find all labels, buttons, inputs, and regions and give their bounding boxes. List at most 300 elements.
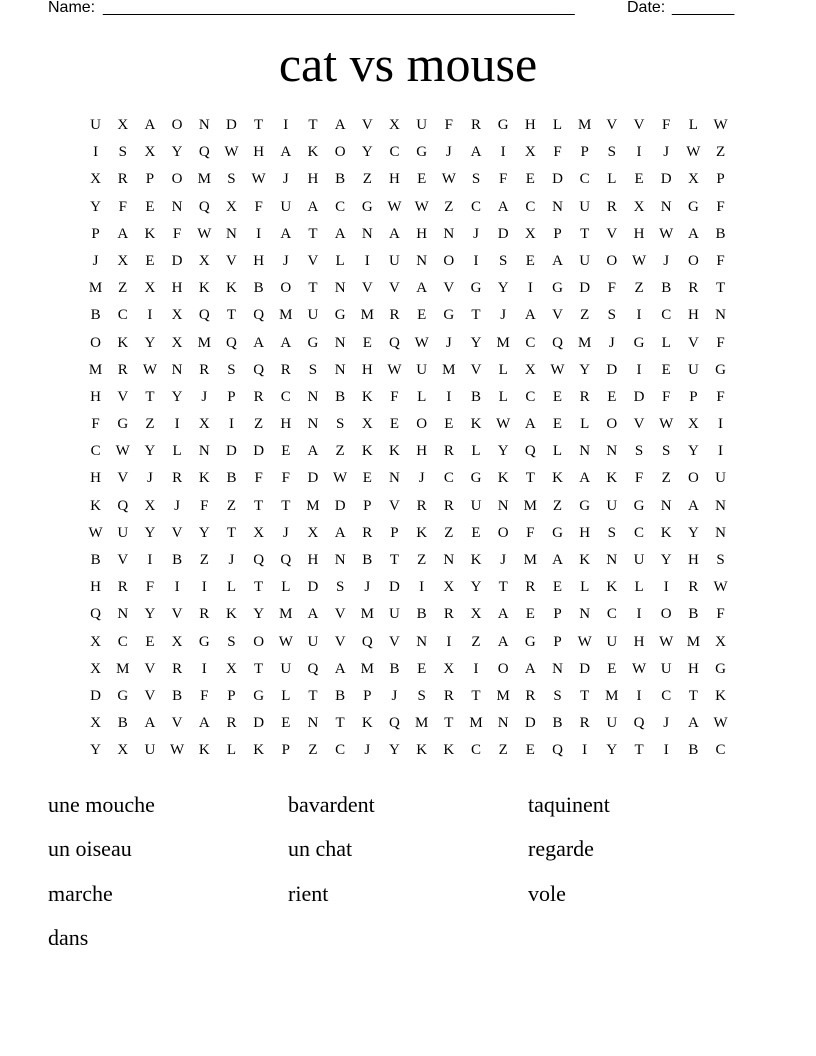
grid-letter: Q <box>524 443 536 460</box>
grid-letter: A <box>280 225 292 242</box>
grid-letter: K <box>389 443 400 460</box>
grid-letter: E <box>525 742 535 759</box>
grid-letter: H <box>687 552 699 568</box>
grid-letter: C <box>335 742 346 759</box>
grid-letter: H <box>687 307 699 324</box>
grid-letter: Z <box>199 552 209 568</box>
grid-letter: A <box>334 117 346 133</box>
grid-letter: G <box>443 307 455 324</box>
grid-letter: F <box>145 579 155 596</box>
grid-letter: X <box>198 252 210 269</box>
grid-letter: Z <box>444 524 454 541</box>
grid-letter: G <box>552 524 563 541</box>
grid-letter: Z <box>226 497 237 514</box>
grid-letter: K <box>606 579 618 596</box>
grid-row <box>82 497 734 524</box>
grid-letter: R <box>389 307 400 324</box>
grid-letter: X <box>524 361 536 378</box>
grid-letter: I <box>663 579 669 596</box>
grid-letter: V <box>171 606 183 623</box>
grid-letter: K <box>606 470 618 487</box>
grid-letter: U <box>307 307 319 324</box>
grid-letter: X <box>687 171 699 188</box>
grid-letter: L <box>580 579 590 596</box>
grid-letter: O <box>90 334 101 351</box>
grid-letter: I <box>636 361 642 378</box>
grid-letter: W <box>142 361 158 378</box>
grid-letter: E <box>389 416 400 433</box>
grid-letter: R <box>226 715 237 732</box>
word-list <box>48 783 768 961</box>
grid-letter: E <box>525 171 535 188</box>
grid-letter: E <box>281 715 291 732</box>
grid-letter: B <box>715 225 726 242</box>
grid-letter: J <box>445 144 452 161</box>
grid-letter: B <box>90 307 101 324</box>
grid-letter: V <box>117 470 129 487</box>
grid-letter: X <box>253 524 265 541</box>
grid-letter: I <box>473 660 479 677</box>
grid-letter: E <box>417 660 427 677</box>
grid-letter: L <box>688 117 698 133</box>
grid-letter: K <box>361 715 373 732</box>
grid-letter: A <box>198 715 210 732</box>
grid-letter: H <box>524 117 536 133</box>
grid-letter: V <box>633 117 645 133</box>
grid-letter: E <box>552 416 563 433</box>
grid-letter: Q <box>361 633 373 650</box>
grid-letter: B <box>389 660 400 677</box>
grid-letter: N <box>361 225 373 242</box>
grid-letter: I <box>636 606 642 623</box>
grid-letter: A <box>334 225 346 242</box>
grid-letter: D <box>226 443 237 460</box>
grid-letter: C <box>443 470 454 487</box>
grid-letter: I <box>174 579 180 596</box>
grid-letter: T <box>254 497 264 514</box>
grid-letter: T <box>580 687 590 704</box>
grid-letter: C <box>525 334 536 351</box>
grid-letter: H <box>253 144 265 161</box>
grid-letter: P <box>716 171 725 188</box>
grid-letter: O <box>497 660 509 677</box>
grid-letter: J <box>663 144 670 161</box>
grid-letter: R <box>362 524 373 541</box>
grid-letter: O <box>253 633 265 650</box>
grid-letter: M <box>279 606 293 623</box>
grid-letter: L <box>498 361 508 378</box>
grid-letter: P <box>227 388 236 405</box>
grid-letter: M <box>279 307 293 324</box>
grid-letter: E <box>552 579 563 596</box>
grid-letter: Z <box>362 171 372 188</box>
grid-letter: R <box>117 579 128 596</box>
grid-letter: K <box>416 524 428 541</box>
grid-letter: K <box>198 280 210 297</box>
grid-letter: I <box>256 225 262 242</box>
grid-letter: W <box>659 633 674 650</box>
grid-letter: G <box>633 497 645 514</box>
grid-row <box>82 170 734 197</box>
grid-letter: G <box>307 334 319 351</box>
grid-letter: T <box>254 579 264 596</box>
grid-letter: V <box>117 388 129 405</box>
grid-letter: X <box>226 198 237 215</box>
grid-letter: X <box>144 144 156 161</box>
grid-letter: X <box>171 633 183 650</box>
grid-letter: J <box>364 579 371 596</box>
grid-letter: M <box>686 633 701 650</box>
grid-letter: R <box>443 497 454 514</box>
grid-letter: G <box>524 633 536 650</box>
grid-letter: K <box>198 742 210 759</box>
grid-letter: Q <box>253 361 265 378</box>
grid-letter: G <box>470 470 482 487</box>
grid-letter: A <box>307 606 319 623</box>
grid-letter: K <box>361 443 373 460</box>
grid-letter: Z <box>308 742 318 759</box>
grid-letter: Z <box>471 633 481 650</box>
grid-letter: W <box>387 198 402 215</box>
grid-letter: E <box>145 633 155 650</box>
grid-letter: I <box>663 742 669 759</box>
grid-letter: W <box>550 361 565 378</box>
grid-letter: M <box>442 361 456 378</box>
grid-letter: M <box>523 497 537 514</box>
grid-letter: R <box>443 443 454 460</box>
grid-letter: D <box>497 225 509 242</box>
grid-letter: V <box>552 307 563 324</box>
grid-letter: F <box>498 171 508 188</box>
grid-letter: T <box>471 307 481 324</box>
grid-row <box>82 551 734 578</box>
grid-letter: G <box>117 687 129 704</box>
grid-letter: P <box>553 225 562 242</box>
grid-letter: T <box>254 117 264 133</box>
grid-letter: N <box>715 497 726 514</box>
grid-letter: X <box>117 117 129 133</box>
grid-letter: S <box>335 416 345 433</box>
grid-letter: Q <box>253 307 265 324</box>
grid-letter: N <box>334 280 346 297</box>
grid-letter: J <box>391 687 398 704</box>
grid-letter: N <box>579 606 591 623</box>
grid-letter: N <box>416 252 428 269</box>
grid-row <box>82 143 734 170</box>
grid-letter: I <box>201 579 207 596</box>
grid-letter: V <box>171 715 183 732</box>
grid-letter: B <box>552 715 563 732</box>
grid-letter: D <box>307 470 319 487</box>
grid-letter: H <box>633 225 645 242</box>
grid-letter: V <box>171 524 183 541</box>
grid-letter: Z <box>145 416 155 433</box>
grid-letter: A <box>497 633 509 650</box>
grid-letter: B <box>362 552 373 568</box>
puzzle-title: cat vs mouse <box>278 36 538 92</box>
grid-letter: Q <box>198 198 210 215</box>
grid-letter: C <box>117 633 128 650</box>
grid-letter: R <box>253 388 264 405</box>
grid-letter: I <box>174 416 180 433</box>
grid-letter: A <box>253 334 265 351</box>
grid-letter: Q <box>117 497 129 514</box>
grid-letter: Y <box>90 198 101 215</box>
grid-letter: C <box>280 388 291 405</box>
grid-letter: D <box>606 361 618 378</box>
grid-letter: I <box>527 280 533 297</box>
grid-letter: O <box>334 144 346 161</box>
grid-letter: H <box>361 361 373 378</box>
grid-letter: S <box>634 443 644 460</box>
grid-letter: Q <box>226 334 237 351</box>
grid-letter: F <box>716 606 725 623</box>
grid-row <box>82 741 734 768</box>
grid-letter: D <box>253 715 265 732</box>
grid-letter: U <box>144 742 156 759</box>
grid-letter: V <box>144 660 156 677</box>
grid-letter: Z <box>552 497 563 514</box>
grid-letter: S <box>227 633 236 650</box>
date-label: Date: <box>627 0 666 16</box>
grid-letter: C <box>470 198 481 215</box>
grid-letter: N <box>552 198 563 215</box>
grid-letter: N <box>334 552 346 568</box>
grid-letter: K <box>307 144 319 161</box>
grid-letter: P <box>553 606 562 623</box>
grid-letter: J <box>445 334 452 351</box>
grid-letter: T <box>308 687 318 704</box>
grid-letter: X <box>171 334 183 351</box>
grid-letter: I <box>364 252 370 269</box>
grid-letter: Q <box>307 660 319 677</box>
grid-letter: Z <box>661 470 671 487</box>
grid-letter: W <box>713 117 728 133</box>
word-list-item: un chat <box>288 836 353 862</box>
grid-letter: L <box>580 416 590 433</box>
grid-letter: N <box>606 443 618 460</box>
grid-letter: Q <box>552 334 563 351</box>
grid-letter: P <box>390 524 399 541</box>
grid-letter: F <box>254 470 263 487</box>
grid-letter: G <box>552 280 563 297</box>
grid-letter: Y <box>497 280 509 297</box>
grid-letter: C <box>335 198 346 215</box>
grid-letter: I <box>636 144 642 161</box>
grid-letter: F <box>200 497 209 514</box>
header <box>48 0 748 20</box>
grid-letter: A <box>117 225 129 242</box>
grid-letter: A <box>524 307 536 324</box>
grid-letter: V <box>470 361 482 378</box>
grid-letter: Q <box>389 715 400 732</box>
grid-letter: R <box>606 198 617 215</box>
grid-letter: V <box>334 606 346 623</box>
grid-letter: Z <box>417 552 427 568</box>
grid-letter: S <box>118 144 127 161</box>
grid-letter: T <box>254 660 264 677</box>
grid-letter: I <box>201 660 207 677</box>
grid-letter: A <box>144 117 156 133</box>
grid-letter: V <box>144 687 156 704</box>
grid-letter: X <box>361 416 373 433</box>
word-list-item: un oiseau <box>48 836 132 862</box>
grid-letter: U <box>90 117 101 133</box>
grid-letter: B <box>226 470 237 487</box>
grid-letter: N <box>497 497 509 514</box>
grid-letter: D <box>579 660 591 677</box>
grid-letter: F <box>634 470 644 487</box>
grid-letter: L <box>552 117 563 133</box>
grid-letter: Y <box>579 361 591 378</box>
grid-letter: Y <box>253 606 265 623</box>
grid-letter: U <box>579 198 591 215</box>
grid-letter: N <box>579 443 591 460</box>
grid-letter: N <box>171 361 183 378</box>
grid-letter: A <box>280 334 292 351</box>
grid-letter: W <box>88 524 103 541</box>
grid-letter: Y <box>660 552 672 568</box>
grid-letter: H <box>307 171 319 188</box>
grid-letter: H <box>389 171 400 188</box>
grid-letter: J <box>500 552 507 568</box>
grid-letter: I <box>718 416 724 433</box>
grid-letter: C <box>715 742 726 759</box>
grid-letter: W <box>278 633 293 650</box>
grid-letter: E <box>362 334 372 351</box>
grid-letter: R <box>117 171 128 188</box>
grid-letter: W <box>224 144 239 161</box>
grid-row <box>82 279 734 306</box>
grid-letter: S <box>308 361 318 378</box>
grid-row <box>82 198 734 225</box>
grid-letter: Q <box>253 552 265 568</box>
grid-letter: K <box>715 687 726 704</box>
grid-letter: H <box>90 579 101 596</box>
grid-letter: B <box>661 280 672 297</box>
grid-letter: F <box>200 687 209 704</box>
grid-letter: W <box>496 416 511 433</box>
grid-letter: E <box>417 171 427 188</box>
grid-letter: R <box>280 361 291 378</box>
grid-row <box>82 225 734 252</box>
grid-letter: A <box>307 198 319 215</box>
grid-letter: H <box>90 388 101 405</box>
grid-letter: C <box>90 443 101 460</box>
grid-letter: A <box>334 660 346 677</box>
grid-letter: X <box>198 416 210 433</box>
grid-letter: R <box>172 470 183 487</box>
grid-row <box>82 633 734 660</box>
grid-letter: A <box>497 606 509 623</box>
grid-letter: O <box>687 470 699 487</box>
grid-letter: F <box>172 225 182 242</box>
grid-letter: X <box>171 307 183 324</box>
grid-letter: H <box>633 633 645 650</box>
word-list-item: taquinent <box>528 792 610 817</box>
grid-letter: N <box>715 307 726 324</box>
grid-letter: M <box>360 606 374 623</box>
grid-letter: U <box>117 524 129 541</box>
grid-letter: Y <box>171 388 183 405</box>
grid-letter: N <box>198 117 210 133</box>
grid-letter: O <box>171 117 183 133</box>
grid-letter: J <box>282 171 289 188</box>
grid-letter: N <box>307 715 319 732</box>
grid-letter: M <box>306 497 320 514</box>
grid-letter: L <box>552 443 563 460</box>
grid-letter: F <box>390 388 399 405</box>
grid-letter: K <box>470 416 482 433</box>
grid-letter: G <box>253 687 265 704</box>
grid-letter: G <box>715 660 726 677</box>
grid-letter: P <box>281 742 290 759</box>
grid-letter: A <box>389 225 400 242</box>
grid-row <box>82 469 734 496</box>
grid-letter: T <box>525 470 535 487</box>
grid-row <box>82 578 734 605</box>
grid-letter: H <box>579 524 591 541</box>
grid-letter: N <box>497 715 509 732</box>
word-list-item: rient <box>288 880 329 906</box>
grid-letter: X <box>389 117 400 133</box>
grid-letter: K <box>198 470 210 487</box>
grid-letter: M <box>605 687 619 704</box>
grid-letter: Z <box>580 307 590 324</box>
grid-letter: X <box>117 742 129 759</box>
grid-letter: Y <box>171 144 183 161</box>
grid-letter: D <box>660 171 672 188</box>
grid-letter: U <box>687 361 699 378</box>
grid-letter: P <box>363 687 372 704</box>
grid-letter: W <box>387 361 402 378</box>
grid-letter: B <box>117 715 128 732</box>
grid-letter: E <box>661 361 671 378</box>
grid-letter: V <box>226 252 237 269</box>
grid-letter: L <box>607 171 617 188</box>
grid-letter: L <box>281 687 291 704</box>
grid-letter: M <box>197 171 211 188</box>
grid-letter: N <box>416 633 428 650</box>
grid-letter: Z <box>634 280 644 297</box>
grid-letter: L <box>335 252 345 269</box>
grid-letter: D <box>389 579 400 596</box>
grid-letter: G <box>334 307 346 324</box>
grid-letter: X <box>144 280 156 297</box>
grid-letter: J <box>147 470 153 487</box>
grid-letter: S <box>553 687 562 704</box>
grid-letter: B <box>253 280 264 297</box>
grid-letter: R <box>443 606 454 623</box>
grid-letter: L <box>281 579 291 596</box>
grid-letter: I <box>582 742 588 759</box>
grid-letter: D <box>307 579 319 596</box>
grid-letter: Z <box>444 198 454 215</box>
grid-letter: H <box>307 552 319 568</box>
grid-letter: K <box>361 388 373 405</box>
grid-letter: U <box>307 633 319 650</box>
grid-letter: K <box>144 225 156 242</box>
grid-letter: D <box>579 280 591 297</box>
grid-letter: O <box>443 252 455 269</box>
grid-letter: O <box>660 606 672 623</box>
grid-letter: I <box>446 388 452 405</box>
grid-letter: C <box>117 307 128 324</box>
grid-letter: V <box>606 117 618 133</box>
grid-letter: O <box>606 252 618 269</box>
grid-letter: X <box>117 252 129 269</box>
grid-letter: D <box>171 252 183 269</box>
